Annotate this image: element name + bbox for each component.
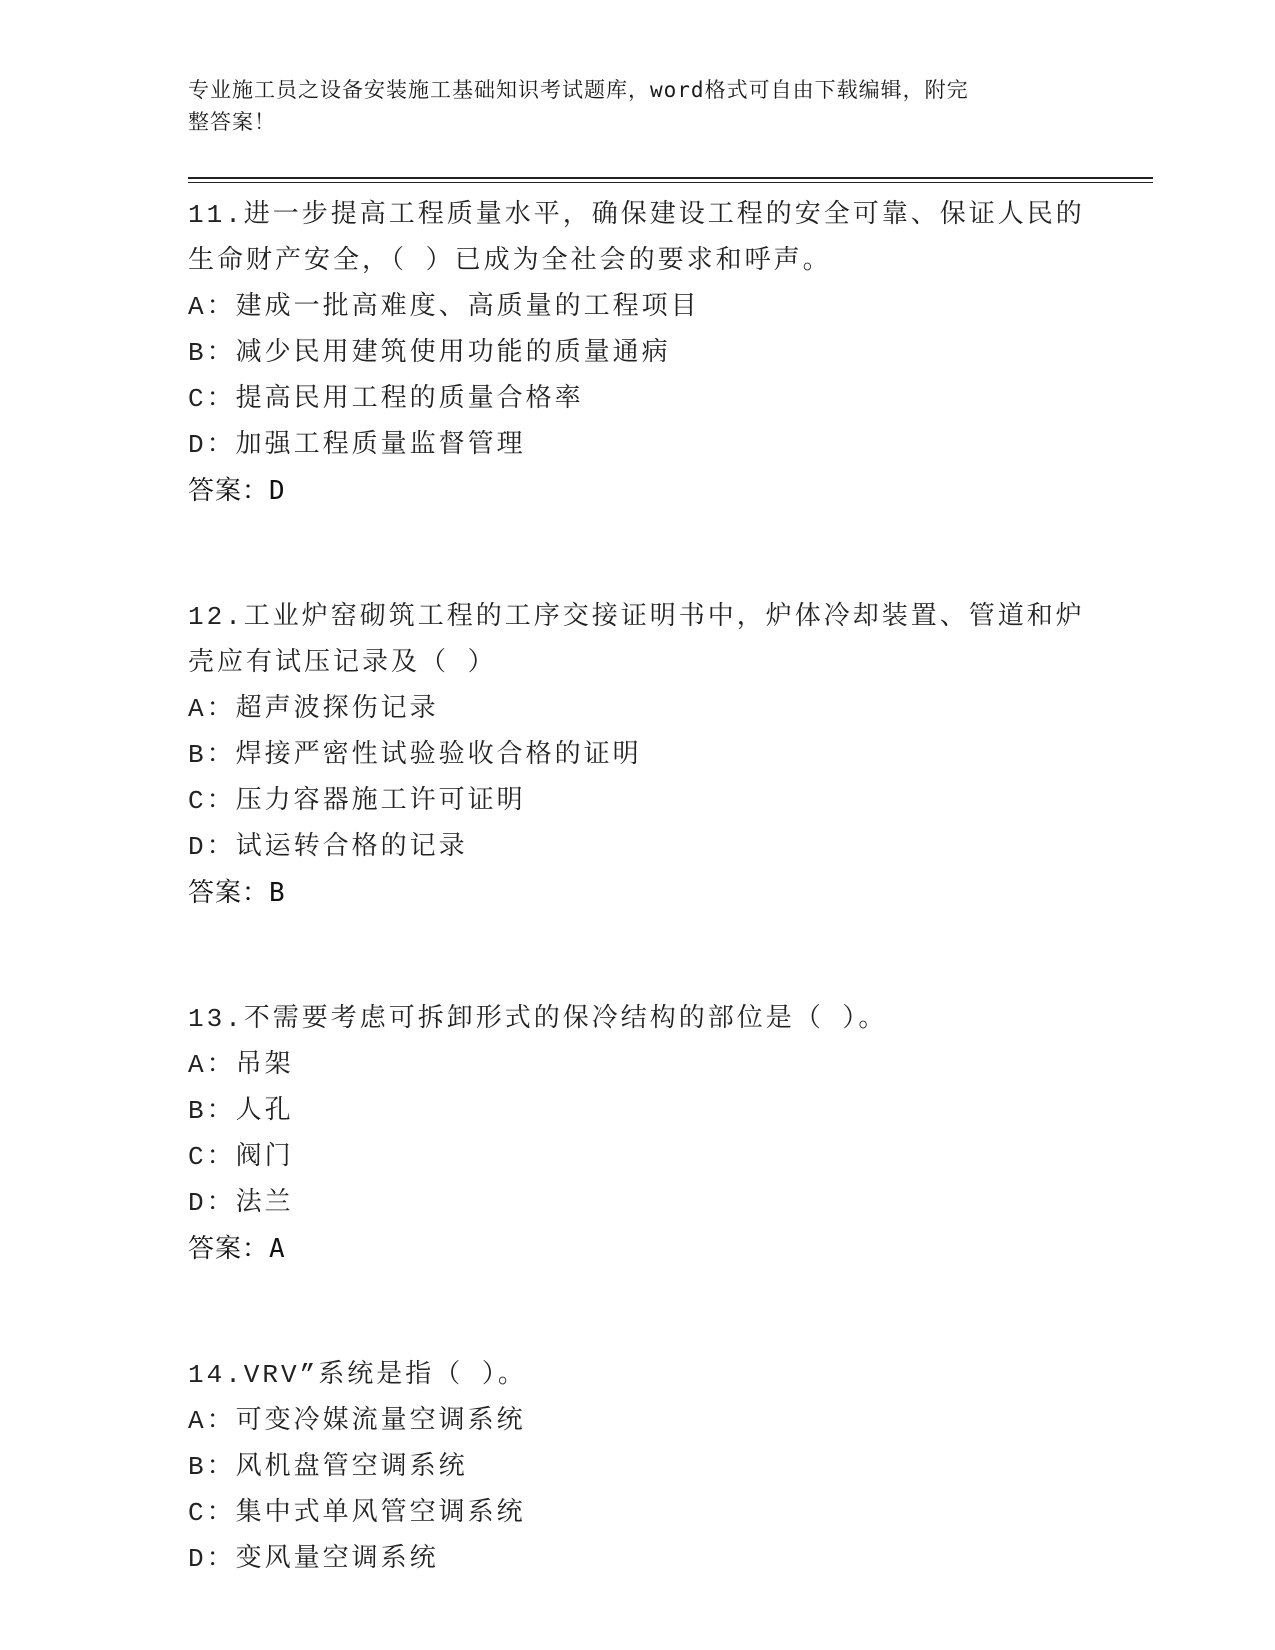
question-stem-line: 壳应有试压记录及（ ） (188, 648, 497, 678)
question-11 (188, 192, 1088, 514)
question-spacer (188, 1318, 1088, 1352)
question-12 (188, 594, 1088, 916)
option-d: D：变风量空调系统 (188, 1544, 439, 1574)
question-stem-line: 11.进一步提高工程质量水平，确保建设工程的安全可靠、保证人民的 (188, 200, 1085, 230)
header-line-1: 专业施工员之设备安装施工基础知识考试题库，word格式可自由下载编辑，附完 (188, 78, 969, 102)
option-a: A：建成一批高难度、高质量的工程项目 (188, 292, 700, 322)
answer-line: 答案：B (188, 878, 286, 908)
option-d: D：试运转合格的记录 (188, 832, 468, 862)
option-a: A：超声波探伤记录 (188, 694, 439, 724)
question-spacer (188, 1272, 1088, 1318)
question-list (188, 192, 1088, 1582)
option-a: A：吊架 (188, 1050, 294, 1080)
question-spacer (188, 962, 1088, 996)
question-spacer (188, 514, 1088, 560)
answer-line: 答案：D (188, 476, 286, 506)
option-b: B：焊接严密性试验验收合格的证明 (188, 740, 642, 770)
header-divider-thin (188, 182, 1153, 183)
question-14 (188, 1352, 1088, 1582)
option-c: C：提高民用工程的质量合格率 (188, 384, 584, 414)
option-b: B：风机盘管空调系统 (188, 1452, 468, 1482)
option-c: C：阀门 (188, 1142, 294, 1172)
question-spacer (188, 560, 1088, 594)
answer-line: 答案：A (188, 1234, 286, 1264)
option-b: B：减少民用建筑使用功能的质量通病 (188, 338, 671, 368)
option-a: A：可变冷媒流量空调系统 (188, 1406, 526, 1436)
option-b: B：人孔 (188, 1096, 294, 1126)
question-stem-line: 12.工业炉窑砌筑工程的工序交接证明书中，炉体冷却装置、管道和炉 (188, 602, 1085, 632)
question-stem-line: 13.不需要考虑可拆卸形式的保冷结构的部位是（ ）。 (188, 1004, 888, 1034)
option-c: C：压力容器施工许可证明 (188, 786, 526, 816)
option-d: D：加强工程质量监督管理 (188, 430, 526, 460)
header-line-2: 整答案！ (188, 110, 276, 134)
option-c: C：集中式单风管空调系统 (188, 1498, 526, 1528)
question-13 (188, 996, 1088, 1272)
question-stem-line: 14.VRV”系统是指（ ）。 (188, 1360, 527, 1390)
question-stem-line: 生命财产安全，（ ）已成为全社会的要求和呼声。 (188, 246, 832, 276)
header-divider-thick (188, 177, 1153, 179)
document-header (188, 74, 1068, 138)
question-spacer (188, 916, 1088, 962)
option-d: D：法兰 (188, 1188, 294, 1218)
